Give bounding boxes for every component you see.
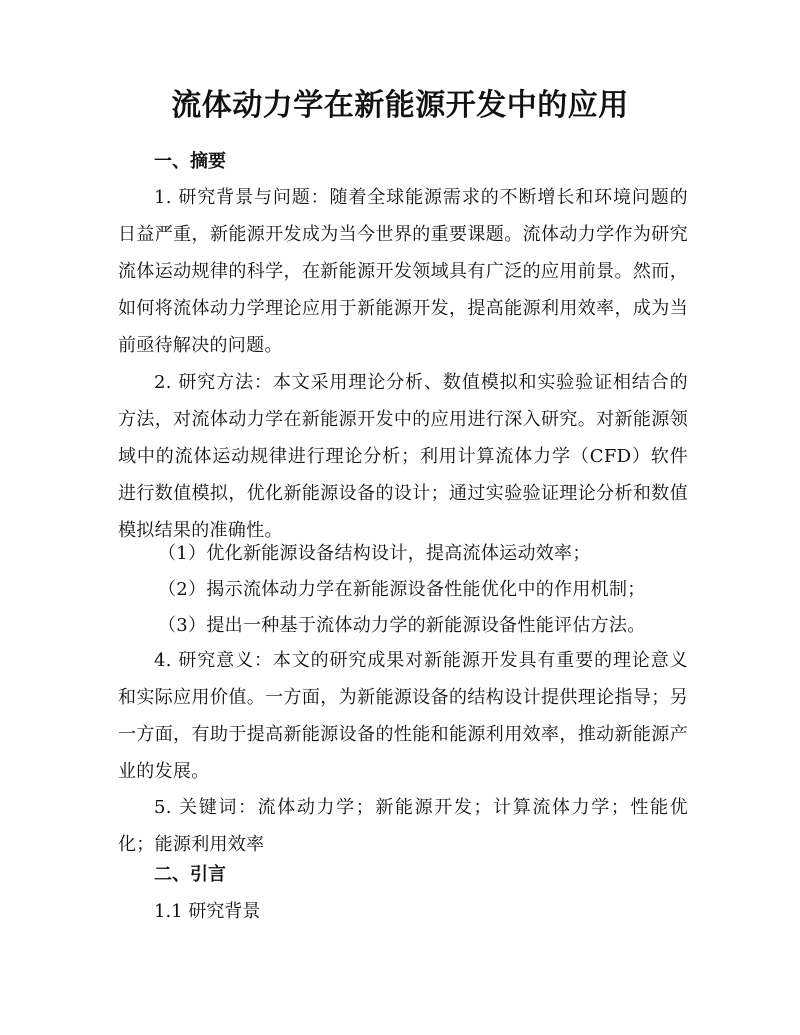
abstract-heading: 一、摘要	[154, 151, 226, 172]
intro-heading: 二、引言	[154, 864, 226, 885]
background-paragraph: 1. 研究背景与问题：随着全球能源需求的不断增长和环境问题的日益严重，新能源开发成为当今世界的重要课题。流体动力学作为研究流体运动规律的科学，在新能源开发领域具有广泛的应用前景。然而，如何将流体动力学理论应用于新能源开发，提高能源利用效率，成为当前亟待解决的问题。	[118, 187, 688, 356]
document-title: 流体动力学在新能源开发中的应用	[171, 88, 629, 123]
keywords-paragraph: 5. 关键词：流体动力学；新能源开发；计算流体力学；性能优化；能源利用效率	[118, 797, 688, 855]
methods-paragraph: 2. 研究方法：本文采用理论分析、数值模拟和实验验证相结合的方法，对流体动力学在新能源开发中的应用进行深入研究。对新能源领域中的流体运动规律进行理论分析；利用计算流体力学（CFD）软件进行数值模拟，优化新能源设备的设计；通过实验验证理论分析和数值模拟结果的准确性。	[118, 372, 688, 541]
significance-paragraph: 4. 研究意义：本文的研究成果对新能源开发具有重要的理论意义和实际应用价值。一方面，为新能源设备的结构设计提供理论指导；另一方面，有助于提高新能源设备的性能和能源利用效率，推动新能源产业的发展。	[118, 650, 688, 782]
intro-subheading: 1.1 研究背景	[154, 901, 261, 922]
result-item-2: （2）揭示流体动力学在新能源设备性能优化中的作用机制；	[158, 579, 646, 600]
result-item-1: （1）优化新能源设备结构设计，提高流体运动效率；	[158, 543, 591, 564]
result-item-3: （3）提出一种基于流体动力学的新能源设备性能评估方法。	[158, 615, 646, 636]
